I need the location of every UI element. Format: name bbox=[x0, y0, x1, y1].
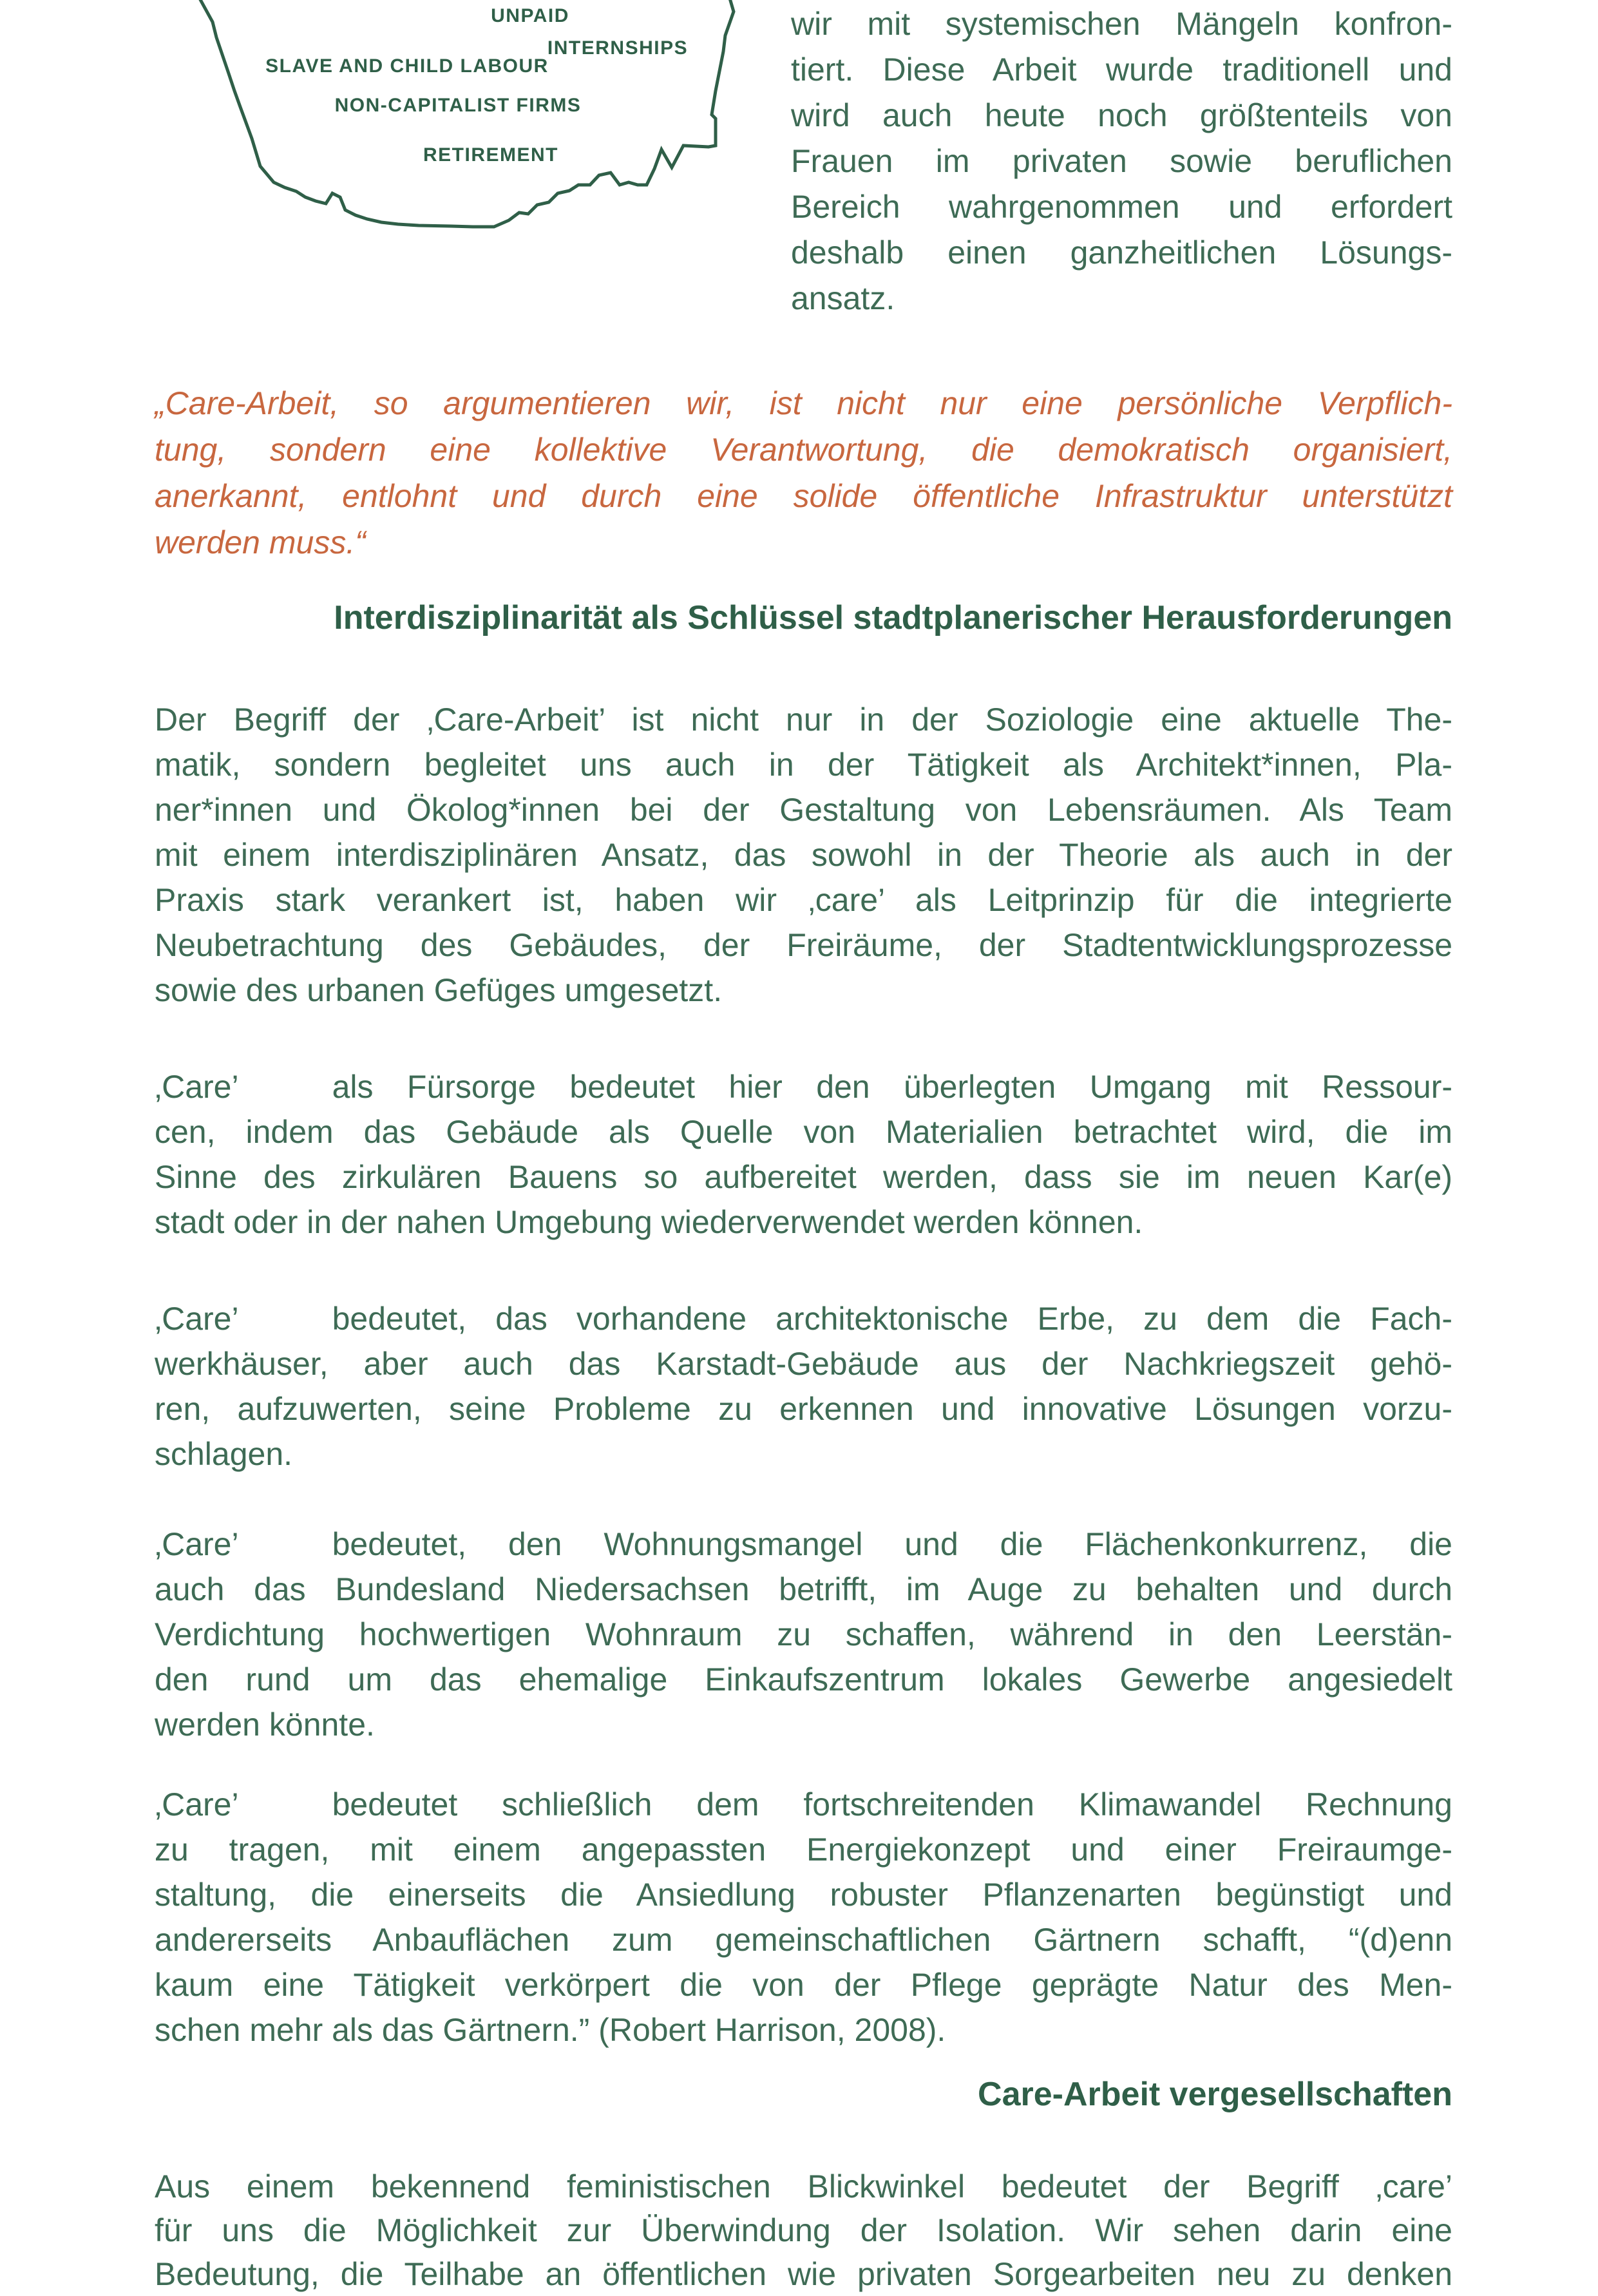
text-line bbox=[155, 1782, 1452, 1827]
text-line: Bereich wahrgenommen und erfordert bbox=[791, 189, 1452, 225]
text-line: matik, sondern begleitet uns auch in der Tätigkeit als Architekt*innen, Pla- bbox=[155, 747, 1452, 783]
diagram-label-slave-and-child-labour: SLAVE AND CHILD LABOUR bbox=[265, 55, 549, 77]
care-lead: ‚Care’ bbox=[155, 1069, 239, 1105]
care-lead: ‚Care’ bbox=[155, 1526, 239, 1562]
diagram-label-internships: INTERNSHIPS bbox=[547, 37, 689, 59]
text-line: cen, indem das Gebäude als Quelle von Materialien betrachtet wird, die im bbox=[155, 1114, 1452, 1150]
text-line-rest: als Fürsorge bedeutet hier den überlegten Umgang mit Ressour- bbox=[332, 1069, 1452, 1105]
diagram-label-non-capitalist-firms: NON-CAPITALIST FIRMS bbox=[334, 95, 582, 116]
text-line: wir mit systemischen Mängeln konfron- bbox=[791, 6, 1452, 42]
text-line: Bedeutung, die Teilhabe an öffentlichen wie privaten Sorgearbeiten neu zu denken bbox=[155, 2256, 1452, 2292]
text-line: sowie des urbanen Gefüges umgesetzt. bbox=[155, 972, 723, 1008]
text-line: zu tragen, mit einem angepassten Energiekonzept und einer Freiraumge- bbox=[155, 1832, 1452, 1868]
text-line: deshalb einen ganzheitlichen Lösungs- bbox=[791, 234, 1452, 271]
text-line bbox=[155, 1064, 1452, 1109]
text-line: tiert. Diese Arbeit wurde traditionell und bbox=[791, 52, 1452, 88]
pull-quote bbox=[155, 380, 1452, 566]
text-line: mit einem interdisziplinären Ansatz, das sowohl in der Theorie als auch in der bbox=[155, 837, 1452, 873]
paragraph-closing bbox=[155, 2165, 1452, 2296]
intro-paragraph bbox=[791, 1, 1452, 321]
section-heading-interdisciplinarity: Interdisziplinarität als Schlüssel stadtplanerischer Herausforderungen bbox=[334, 599, 1452, 636]
text-line: Sinne des zirkulären Bauens so aufbereitet werden, dass sie im neuen Kar(e) bbox=[155, 1159, 1452, 1195]
quote-line: werden muss.“ bbox=[155, 524, 366, 560]
paragraph-begriff bbox=[155, 697, 1452, 1013]
paragraph-care-fuersorge bbox=[155, 1064, 1452, 1245]
text-line: Frauen im privaten sowie beruflichen bbox=[791, 143, 1452, 179]
text-line-rest: bedeutet, den Wohnungsmangel und die Flächenkonkurrenz, die bbox=[332, 1526, 1452, 1562]
text-line: Aus einem bekennend feministischen Blickwinkel bedeutet der Begriff ‚care’ bbox=[155, 2168, 1452, 2205]
text-line: andererseits Anbauflächen zum gemeinschaftlichen Gärtnern schafft, “(d)enn bbox=[155, 1922, 1452, 1958]
text-line: kaum eine Tätigkeit verkörpert die von der Pflege geprägte Natur des Men- bbox=[155, 1967, 1452, 2003]
text-line: Der Begriff der ‚Care-Arbeit’ ist nicht nur in der Soziologie eine aktuelle The- bbox=[155, 702, 1452, 738]
section-heading-care-arbeit: Care-Arbeit vergesellschaften bbox=[978, 2076, 1452, 2113]
text-line: für uns die Möglichkeit zur Überwindung der Isolation. Wir sehen darin eine bbox=[155, 2212, 1452, 2248]
text-line: ansatz. bbox=[791, 280, 895, 316]
text-line: schlagen. bbox=[155, 1436, 293, 1472]
text-line: Praxis stark verankert ist, haben wir ‚care’ als Leitprinzip für die integrierte bbox=[155, 882, 1452, 918]
diagram-label-retirement: RETIREMENT bbox=[423, 144, 558, 166]
text-line: stadt oder in der nahen Umgebung wiederverwendet werden können. bbox=[155, 1204, 1143, 1240]
text-line-rest: bedeutet schließlich dem fortschreitenden Klimawandel Rechnung bbox=[332, 1786, 1452, 1822]
text-line: werkhäuser, aber auch das Karstadt-Gebäude aus der Nachkriegszeit gehö- bbox=[155, 1346, 1452, 1382]
text-line: den rund um das ehemalige Einkaufszentrum lokales Gewerbe angesiedelt bbox=[155, 1661, 1452, 1698]
iceberg-diagram bbox=[193, 0, 747, 233]
text-line: staltung, die einerseits die Ansiedlung robuster Pflanzenarten begünstigt und bbox=[155, 1877, 1452, 1913]
text-line: ren, aufzuwerten, seine Probleme zu erkennen und innovative Lösungen vorzu- bbox=[155, 1391, 1452, 1427]
care-lead: ‚Care’ bbox=[155, 1786, 239, 1822]
quote-line: „Care-Arbeit, so argumentieren wir, ist nicht nur eine persönliche Verpflich- bbox=[155, 385, 1452, 421]
text-line: schen mehr als das Gärtnern.” (Robert Harrison, 2008). bbox=[155, 2012, 946, 2048]
quote-line: tung, sondern eine kollektive Verantwortung, die demokratisch organisiert, bbox=[155, 432, 1452, 468]
quote-line: anerkannt, entlohnt und durch eine solide öffentliche Infrastruktur unterstützt bbox=[155, 478, 1452, 514]
iceberg-outline bbox=[193, 0, 747, 233]
text-line: wird auch heute noch größtenteils von bbox=[791, 97, 1452, 133]
text-line: auch das Bundesland Niedersachsen betrifft, im Auge zu behalten und durch bbox=[155, 1571, 1452, 1607]
text-line: Verdichtung hochwertigen Wohnraum zu schaffen, während in den Leerstän- bbox=[155, 1616, 1452, 1652]
text-line: ner*innen und Ökolog*innen bei der Gestaltung von Lebensräumen. Als Team bbox=[155, 792, 1452, 828]
text-line: Neubetrachtung des Gebäudes, der Freiräume, der Stadtentwicklungsprozesse bbox=[155, 927, 1452, 963]
diagram-label-unpaid: UNPAID bbox=[491, 5, 569, 26]
paragraph-care-wohnungsmangel bbox=[155, 1522, 1452, 1747]
text-line: werden könnte. bbox=[155, 1707, 375, 1743]
paragraph-care-klimawandel bbox=[155, 1782, 1452, 2052]
care-lead: ‚Care’ bbox=[155, 1301, 239, 1337]
text-line bbox=[155, 1296, 1452, 1341]
text-line-rest: bedeutet, das vorhandene architektonische Erbe, zu dem die Fach- bbox=[332, 1301, 1452, 1337]
text-line bbox=[155, 1522, 1452, 1567]
paragraph-care-erbe bbox=[155, 1296, 1452, 1477]
